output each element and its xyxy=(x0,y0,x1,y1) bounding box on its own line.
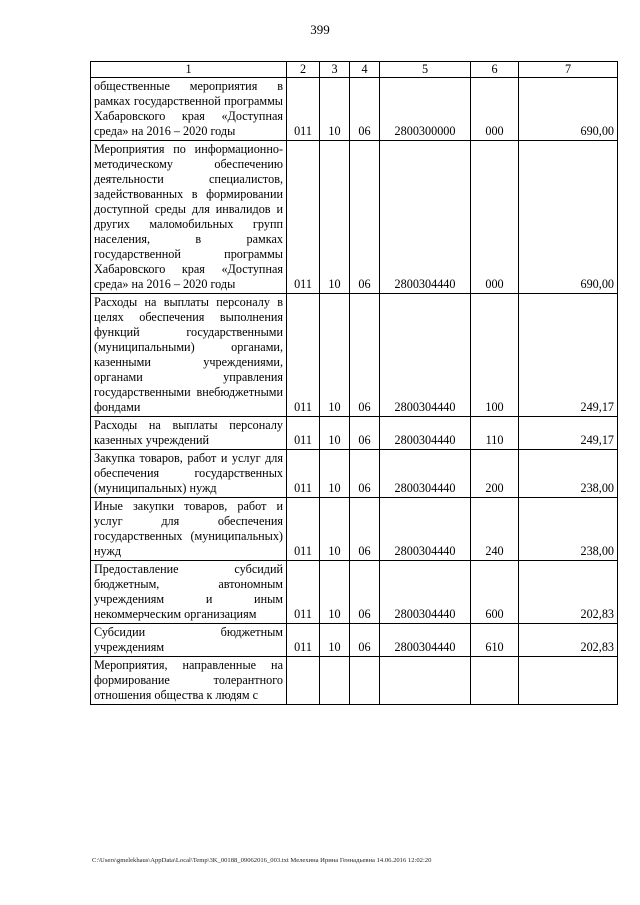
column-header-3: 3 xyxy=(320,62,350,78)
row-name: Мероприятия, направленные на формирование толерантного отношения общества к людям с xyxy=(91,657,287,705)
column-header-7: 7 xyxy=(519,62,618,78)
row-code-section: 10 xyxy=(320,417,350,450)
row-code-target: 2800304440 xyxy=(380,450,471,498)
row-amount: 238,00 xyxy=(519,498,618,561)
row-code-subsection: 06 xyxy=(350,78,380,141)
row-name: Мероприятия по информационно-методическому обеспечению деятельности специалистов, задействованных в формировании доступной среды для инвалидов и других маломобильных групп населения, в рамках государственной программы Хабаровского края «Доступная среда» на 2016 – 2020 годы xyxy=(91,141,287,294)
row-code-ministry: 011 xyxy=(287,498,320,561)
row-code-target: 2800304440 xyxy=(380,417,471,450)
row-amount: 249,17 xyxy=(519,294,618,417)
row-code-subsection: 06 xyxy=(350,141,380,294)
row-code-ministry: 011 xyxy=(287,624,320,657)
row-name: Закупка товаров, работ и услуг для обеспечения государственных (муниципальных) нужд xyxy=(91,450,287,498)
row-code-expense-type: 200 xyxy=(471,450,519,498)
row-code-ministry: 011 xyxy=(287,450,320,498)
row-code-ministry xyxy=(287,657,320,705)
column-header-2: 2 xyxy=(287,62,320,78)
row-code-ministry: 011 xyxy=(287,294,320,417)
table-row xyxy=(91,417,618,450)
row-code-section xyxy=(320,657,350,705)
row-code-section: 10 xyxy=(320,561,350,624)
row-code-target: 2800304440 xyxy=(380,561,471,624)
table-row xyxy=(91,498,618,561)
row-code-target: 2800304440 xyxy=(380,294,471,417)
row-code-section: 10 xyxy=(320,78,350,141)
row-code-subsection: 06 xyxy=(350,498,380,561)
row-code-target: 2800304440 xyxy=(380,141,471,294)
row-code-expense-type: 000 xyxy=(471,141,519,294)
row-code-subsection: 06 xyxy=(350,624,380,657)
budget-table xyxy=(90,61,618,705)
column-header-5: 5 xyxy=(380,62,471,78)
row-code-expense-type: 600 xyxy=(471,561,519,624)
table-row xyxy=(91,624,618,657)
column-header-6: 6 xyxy=(471,62,519,78)
table-row xyxy=(91,78,618,141)
row-name: общественные мероприятия в рамках государственной программы Хабаровского края «Доступная среда» на 2016 – 2020 годы xyxy=(91,78,287,141)
file-path-footer: C:\Users\gmelekhaus\AppData\Local\Temp\3K_00188_09062016_003.txt Мелехина Ирина Геннадьевна 14.06.2016 12:02:20 xyxy=(92,857,432,864)
row-name: Расходы на выплаты персоналу в целях обеспечения выполнения функций государственными (муниципальными) органами, казенными учреждениями, органами управления государственными внебюджетными фондами xyxy=(91,294,287,417)
row-code-section: 10 xyxy=(320,294,350,417)
row-name: Иные закупки товаров, работ и услуг для обеспечения государственных (муниципальных) нужд xyxy=(91,498,287,561)
row-code-ministry: 011 xyxy=(287,417,320,450)
row-code-section: 10 xyxy=(320,498,350,561)
row-name: Предоставление субсидий бюджетным, автономным учреждениям и иным некоммерческим организациям xyxy=(91,561,287,624)
row-amount: 690,00 xyxy=(519,78,618,141)
row-code-target: 2800304440 xyxy=(380,498,471,561)
table-row xyxy=(91,450,618,498)
table-row xyxy=(91,141,618,294)
table-row xyxy=(91,561,618,624)
row-code-section: 10 xyxy=(320,141,350,294)
row-code-section: 10 xyxy=(320,624,350,657)
row-code-ministry: 011 xyxy=(287,141,320,294)
row-code-subsection: 06 xyxy=(350,417,380,450)
row-code-expense-type: 100 xyxy=(471,294,519,417)
row-amount: 202,83 xyxy=(519,561,618,624)
row-code-ministry: 011 xyxy=(287,561,320,624)
row-amount: 249,17 xyxy=(519,417,618,450)
row-code-target: 2800304440 xyxy=(380,624,471,657)
row-code-subsection: 06 xyxy=(350,450,380,498)
header-row xyxy=(91,62,618,78)
column-header-1: 1 xyxy=(91,62,287,78)
row-amount: 202,83 xyxy=(519,624,618,657)
table-row xyxy=(91,657,618,705)
row-amount xyxy=(519,657,618,705)
row-code-expense-type: 240 xyxy=(471,498,519,561)
table-row xyxy=(91,294,618,417)
page-number: 399 xyxy=(310,22,330,37)
row-code-subsection: 06 xyxy=(350,561,380,624)
row-name: Расходы на выплаты персоналу казенных учреждений xyxy=(91,417,287,450)
row-code-expense-type: 110 xyxy=(471,417,519,450)
row-code-expense-type: 000 xyxy=(471,78,519,141)
row-code-target: 2800300000 xyxy=(380,78,471,141)
row-code-section: 10 xyxy=(320,450,350,498)
row-code-ministry: 011 xyxy=(287,78,320,141)
row-code-target xyxy=(380,657,471,705)
row-name: Субсидии бюджетным учреждениям xyxy=(91,624,287,657)
row-code-expense-type xyxy=(471,657,519,705)
row-amount: 690,00 xyxy=(519,141,618,294)
column-header-4: 4 xyxy=(350,62,380,78)
row-amount: 238,00 xyxy=(519,450,618,498)
row-code-subsection xyxy=(350,657,380,705)
row-code-subsection: 06 xyxy=(350,294,380,417)
row-code-expense-type: 610 xyxy=(471,624,519,657)
